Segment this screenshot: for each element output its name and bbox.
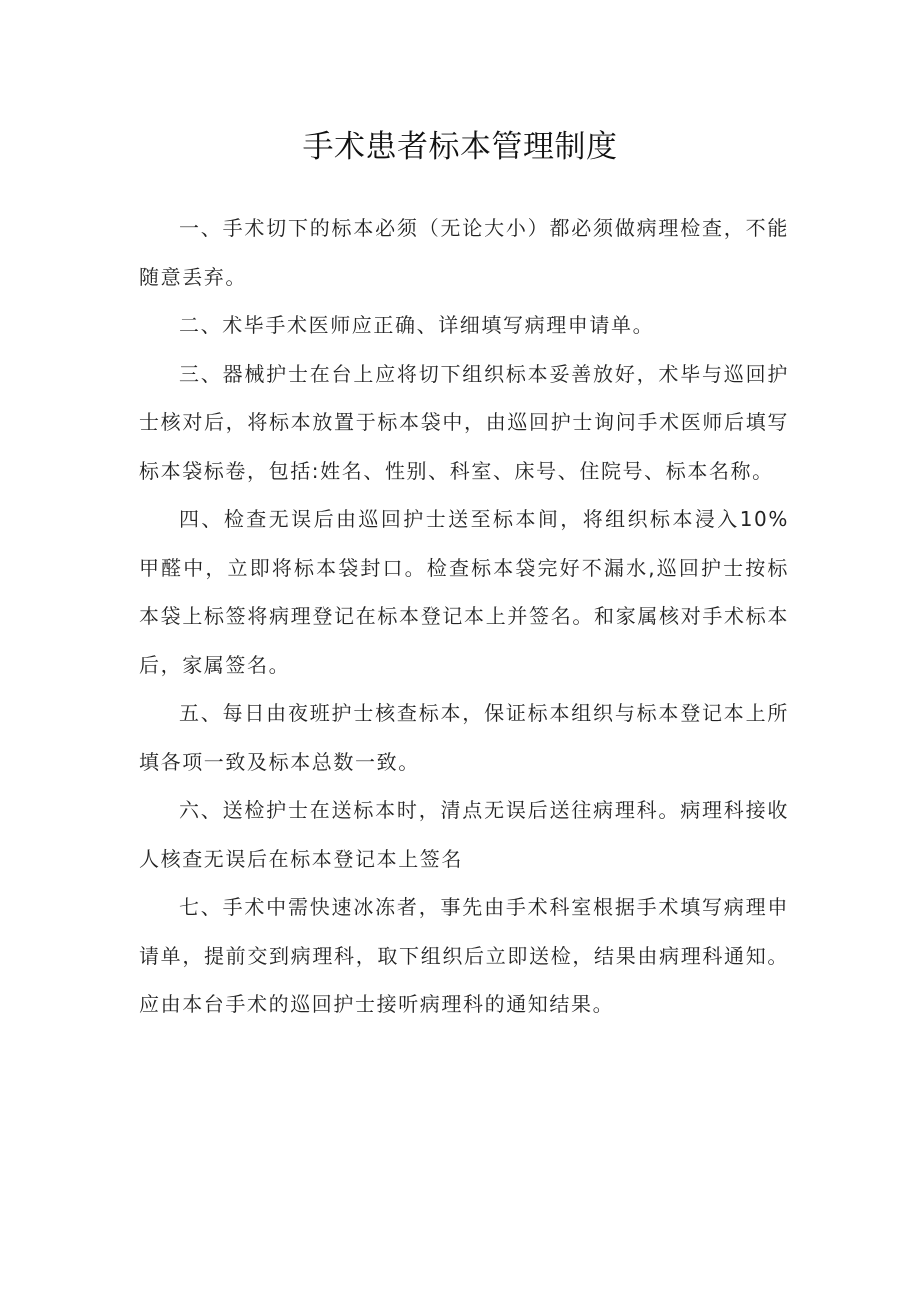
- paragraph-1: 一、手术切下的标本必须（无论大小）都必须做病理检查，不能随意丢弃。: [139, 216, 789, 289]
- paragraph-5: 五、每日由夜班护士核查标本，保证标本组织与标本登记本上所填各项一致及标本总数一致。: [139, 701, 789, 774]
- paragraph-3: 三、器械护士在台上应将切下组织标本妥善放好，术毕与巡回护士核对后，将标本放置于标本袋中，由巡回护士询问手术医师后填写标本袋标卷，包括:姓名、性别、科室、床号、住院号、标本名称。: [139, 361, 789, 483]
- paragraph-6: 六、送检护士在送标本时，清点无误后送往病理科。病理科接收人核查无误后在标本登记本上签名: [139, 798, 789, 871]
- paragraph-4: 四、检查无误后由巡回护士送至标本间，将组织标本浸入10%甲醛中，立即将标本袋封口。检查标本袋完好不漏水,巡回护士按标本袋上标签将病理登记在标本登记本上并签名。和家属核对手术标本后，家属签名。: [139, 507, 789, 677]
- paragraph-7: 七、手术中需快速冰冻者，事先由手术科室根据手术填写病理申请单，提前交到病理科，取下组织后立即送检，结果由病理科通知。应由本台手术的巡回护士接听病理科的通知结果。: [139, 895, 789, 1016]
- paragraph-2: 二、术毕手术医师应正确、详细填写病理申请单。: [179, 313, 655, 337]
- document-body: [139, 204, 789, 1029]
- document-title: 手术患者标本管理制度: [302, 129, 618, 165]
